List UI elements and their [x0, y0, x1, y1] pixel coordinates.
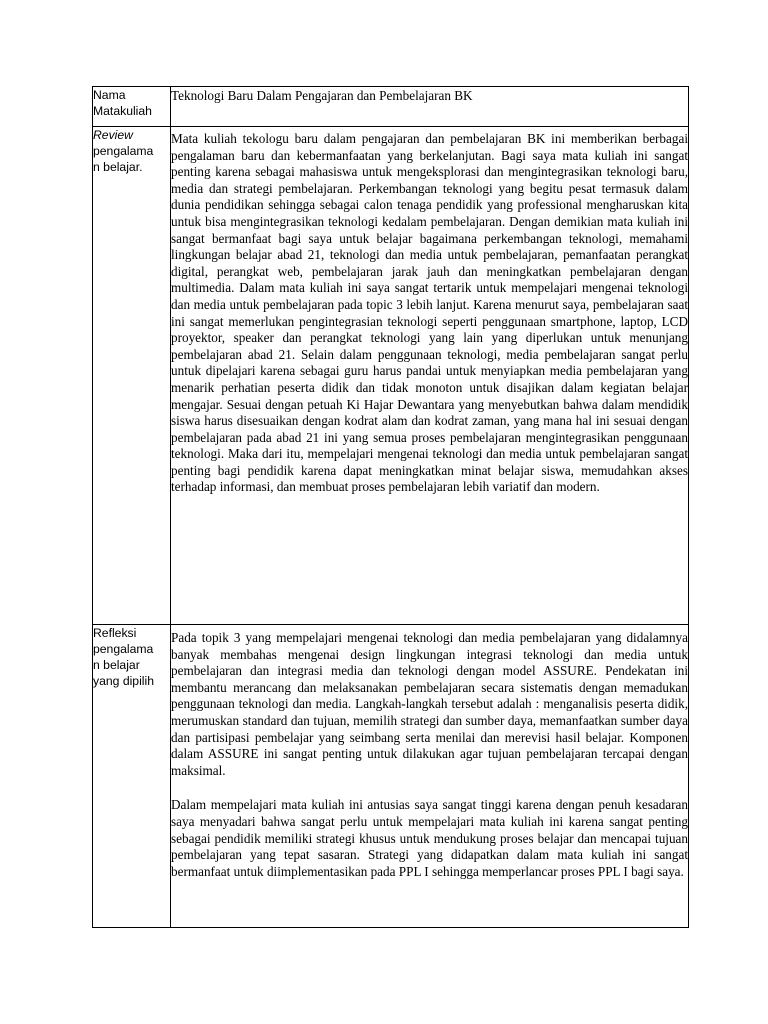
course-reflection-table [92, 86, 689, 928]
course-title: Teknologi Baru Dalam Pengajaran dan Pembelajaran BK [171, 88, 473, 103]
label-line: Review [93, 128, 133, 142]
label-line: yang dipilih [93, 674, 154, 688]
reflection-paragraph: Pada topik 3 yang mempelajari mengenai teknologi dan media pembelajaran yang didalamnya banyak membahas mengenai design lingkungan integrasi teknologi dan media untuk pembelajaran dan integrasi media dan teknologi dengan model ASSURE. Pendekatan ini membantu merancang dan melaksanakan pembelajaran secara sistematis dengan memadukan penggunaan teknologi dan media. Langkah-langkah tersebut adalah : menganalisis peserta didik, merumuskan standard dan tujuan, memilih strategi dan sumber daya, memanfaatkan sumber daya dan partisipasi pembelajar yang seimbang serta menilai dan merevisi hasil belajar. Komponen dalam ASSURE ini sangat penting untuk dilakukan agar tujuan pembelajaran tercapai dengan maksimal. [171, 630, 688, 778]
table-row-review [93, 127, 689, 625]
content-cell-review [171, 127, 689, 625]
review-paragraph: Mata kuliah tekologu baru dalam pengajaran dan pembelajaran BK ini memberikan berbagai pengalaman baru dan kebermanfaatan yang berkelanjutan. Bagi saya mata kuliah ini sangat penting karena sebagai mahasiswa untuk mengeksplorasi dan mengintegrasikan teknologi baru, media dan strategi pembelajaran. Perkembangan teknologi yang begitu pesat termasuk dalam dunia pendidikan sehingga sebagai calon tenaga pendidik yang professional mengharuskan kita untuk bisa mengintegrasikan teknologi kedalam pembelajaran. Dengan demikian mata kuliah ini sangat bermanfaat bagi saya untuk belajar bagaimana perkembangan teknologi, memahami lingkungan belajar abad 21, teknologi dan media untuk pembelajaran, pemanfaatan perangkat digital, perangkat web, pembelajaran jarak jauh dan meningkatkan pembelajaran dengan multimedia. Dalam mata kuliah ini saya sangat tertarik untuk mempelajari mengenai teknologi dan media untuk pembelajaran pada topic 3 lebih lanjut. Karena menurut saya, pembelajaran saat ini sangat memerlukan pengintegrasian teknologi seperti penggunaan smartphone, laptop, LCD proyektor, speaker dan perangkat teknologi yang lain yang diperlukan untuk menunjang pembelajaran abad 21. Selain dalam penggunaan teknologi, media pembelajaran sangat perlu untuk dipelajari karena sebagai guru harus pandai untuk menyiapkan media pembelajaran yang menarik perhatian peserta didik dan tidak monoton untuk disajikan dalam kegiatan belajar mengajar. Sesuai dengan petuah Ki Hajar Dewantara yang menyebutkan bahwa dalam mendidik siswa harus disesuaikan dengan kodrat alam dan kodrat zaman, yang mana hal ini sesuai dengan pembelajaran pada abad 21 ini yang semua proses pembelajaran mengintegrasikan penggunaan teknologi. Maka dari itu, mempelajari mengenai teknologi dan media untuk pembelajaran sangat penting bagi pendidik karena dapat meningkatkan minat belajar siswa, memudahkan akses terhadap informasi, dan membuat proses pembelajaran lebih variatif dan modern. [171, 131, 688, 495]
label-cell-course-name [93, 87, 171, 127]
content-cell-course-name [171, 87, 689, 127]
reflection-paragraph: Dalam mempelajari mata kuliah ini antusias saya sangat tinggi karena dengan penuh kesadaran saya menyadari bahwa sangat perlu untuk mempelajari mata kuliah ini karena sangat penting sebagai pendidik memiliki strategi khusus untuk mendukung proses belajar dan mencapai tujuan pembelajaran yang tepat sasaran. Strategi yang didapatkan dalam mata kuliah ini sangat bermanfaat untuk diimplementasikan pada PPL I sehingga memperlancar proses PPL I bagi saya. [171, 797, 688, 879]
label-line: Matakuliah [93, 104, 152, 118]
label-cell-reflection [93, 625, 171, 928]
table-row-course-name [93, 87, 689, 127]
label-line: n belajar. [93, 160, 143, 174]
label-cell-review [93, 127, 171, 625]
table-row-reflection [93, 625, 689, 928]
label-line: Refleksi [93, 626, 137, 640]
label-line: pengalama [93, 144, 154, 158]
content-cell-reflection [171, 625, 689, 928]
label-line: n belajar [93, 658, 140, 672]
label-line: Nama [93, 88, 126, 102]
label-line: pengalama [93, 642, 154, 656]
